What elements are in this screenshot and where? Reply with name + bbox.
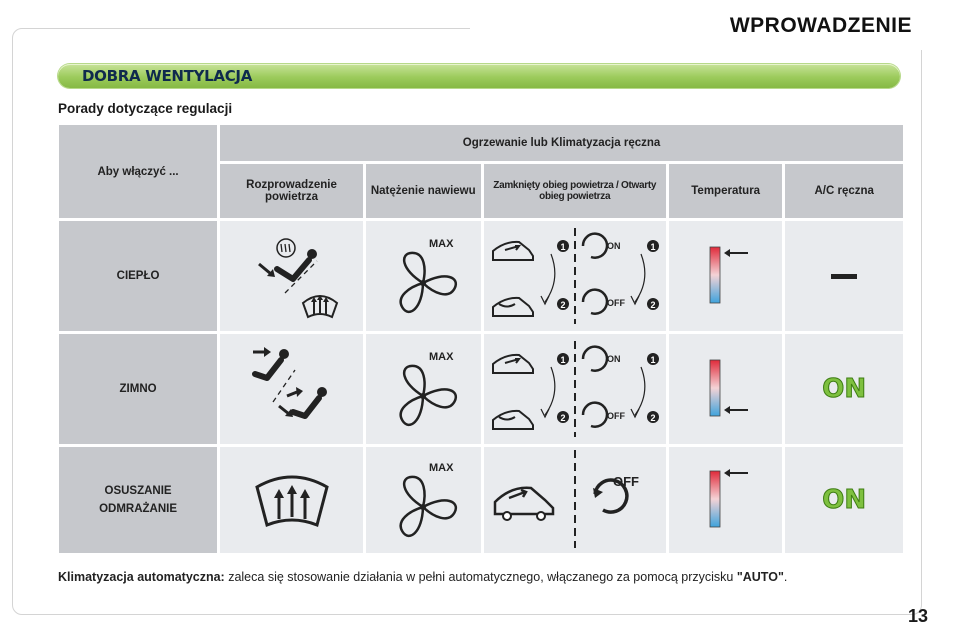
windshield-defrost-icon bbox=[247, 465, 337, 535]
row-header-cold bbox=[59, 334, 217, 444]
page-number: 13 bbox=[907, 606, 928, 626]
column-label: Zamknięty obieg powietrza / Otwarty obieg powietrza bbox=[493, 180, 657, 202]
step-two-label: 2 bbox=[650, 300, 656, 310]
recirculation-sequence-icon bbox=[485, 337, 665, 441]
air-distribution-face-feet-icon bbox=[237, 344, 347, 434]
recirculation-off-icon bbox=[485, 450, 665, 550]
automatic-ac-note bbox=[58, 570, 906, 585]
table-row bbox=[59, 447, 903, 553]
column-header-ac bbox=[785, 164, 903, 218]
ac-cell bbox=[785, 447, 903, 553]
on-small-label: ON bbox=[606, 241, 621, 251]
group-header-label: Ogrzewanie lub Klimatyzacja ręczna bbox=[462, 137, 661, 149]
fan-max-icon bbox=[377, 346, 469, 432]
ventilation-table bbox=[56, 122, 906, 556]
off-label: OFF bbox=[612, 474, 639, 489]
recirculation-cell bbox=[484, 221, 666, 331]
ac-off-dash bbox=[831, 274, 857, 279]
step-two-label: 2 bbox=[560, 413, 566, 423]
table-row bbox=[59, 334, 903, 444]
temperature-cold-icon bbox=[696, 354, 756, 424]
table-row bbox=[59, 221, 903, 331]
column-header-airflow bbox=[366, 164, 481, 218]
temperature-hot-icon bbox=[696, 241, 756, 311]
recirculation-cell bbox=[484, 334, 666, 444]
step-two-label: 2 bbox=[650, 413, 656, 423]
corner-header bbox=[59, 125, 217, 218]
column-header-recirculation bbox=[484, 164, 666, 218]
temperature-cell bbox=[669, 447, 783, 553]
corner-label: Aby włączyć ... bbox=[97, 165, 179, 178]
ac-cell bbox=[785, 334, 903, 444]
column-label: Natężenie nawiewu bbox=[370, 185, 476, 197]
airflow-cell bbox=[366, 447, 481, 553]
group-header bbox=[220, 125, 903, 161]
recirculation-cell bbox=[484, 447, 666, 553]
row-header-heat bbox=[59, 221, 217, 331]
ac-on-label: ON bbox=[822, 485, 867, 515]
section-bar bbox=[58, 64, 900, 88]
row-label: ZIMNO bbox=[119, 383, 157, 395]
temperature-cell bbox=[669, 221, 783, 331]
air-distribution-cell bbox=[220, 447, 363, 553]
section-title: DOBRA WENTYLACJA bbox=[82, 67, 253, 85]
subtitle: Porady dotyczące regulacji bbox=[58, 101, 233, 116]
max-label: MAX bbox=[429, 238, 454, 250]
step-one-label: 1 bbox=[650, 355, 656, 365]
column-header-temperature bbox=[669, 164, 783, 218]
note-button: "AUTO" bbox=[736, 570, 784, 584]
step-one-label: 1 bbox=[560, 242, 566, 252]
note-lead: Klimatyzacja automatyczna: bbox=[58, 570, 225, 584]
recirculation-sequence-icon bbox=[485, 224, 665, 328]
row-label: CIEPŁO bbox=[116, 270, 160, 282]
step-one-label: 1 bbox=[560, 355, 566, 365]
page-title: WPROWADZENIE bbox=[729, 14, 912, 37]
fan-max-icon bbox=[377, 233, 469, 319]
step-two-label: 2 bbox=[560, 300, 566, 310]
ac-cell bbox=[785, 221, 903, 331]
temperature-cell bbox=[669, 334, 783, 444]
fan-max-icon bbox=[377, 457, 469, 543]
off-small-label: OFF bbox=[606, 298, 625, 308]
airflow-cell bbox=[366, 221, 481, 331]
air-distribution-cell bbox=[220, 334, 363, 444]
column-label: Rozprowadzenie powietrza bbox=[246, 179, 337, 203]
row-label-line2: ODMRAŻANIE bbox=[99, 503, 178, 515]
air-distribution-cell bbox=[220, 221, 363, 331]
temperature-hot-icon bbox=[696, 465, 756, 535]
row-label-line1: OSUSZANIE bbox=[104, 485, 172, 497]
column-header-air-distribution bbox=[220, 164, 363, 218]
step-one-label: 1 bbox=[650, 242, 656, 252]
row-header-demist bbox=[59, 447, 217, 553]
note-body: zaleca się stosowanie działania w pełni automatycznego, włączanego za pomocą przycisku bbox=[224, 570, 737, 584]
ac-on-label: ON bbox=[822, 374, 867, 404]
column-label: Temperatura bbox=[691, 185, 761, 197]
air-distribution-feet-windshield-icon bbox=[237, 231, 347, 321]
on-small-label: ON bbox=[606, 354, 621, 364]
note-end: . bbox=[783, 570, 788, 584]
max-label: MAX bbox=[429, 351, 454, 363]
off-small-label: OFF bbox=[606, 411, 625, 421]
max-label: MAX bbox=[429, 462, 454, 474]
column-label: A/C ręczna bbox=[814, 185, 874, 197]
airflow-cell bbox=[366, 334, 481, 444]
